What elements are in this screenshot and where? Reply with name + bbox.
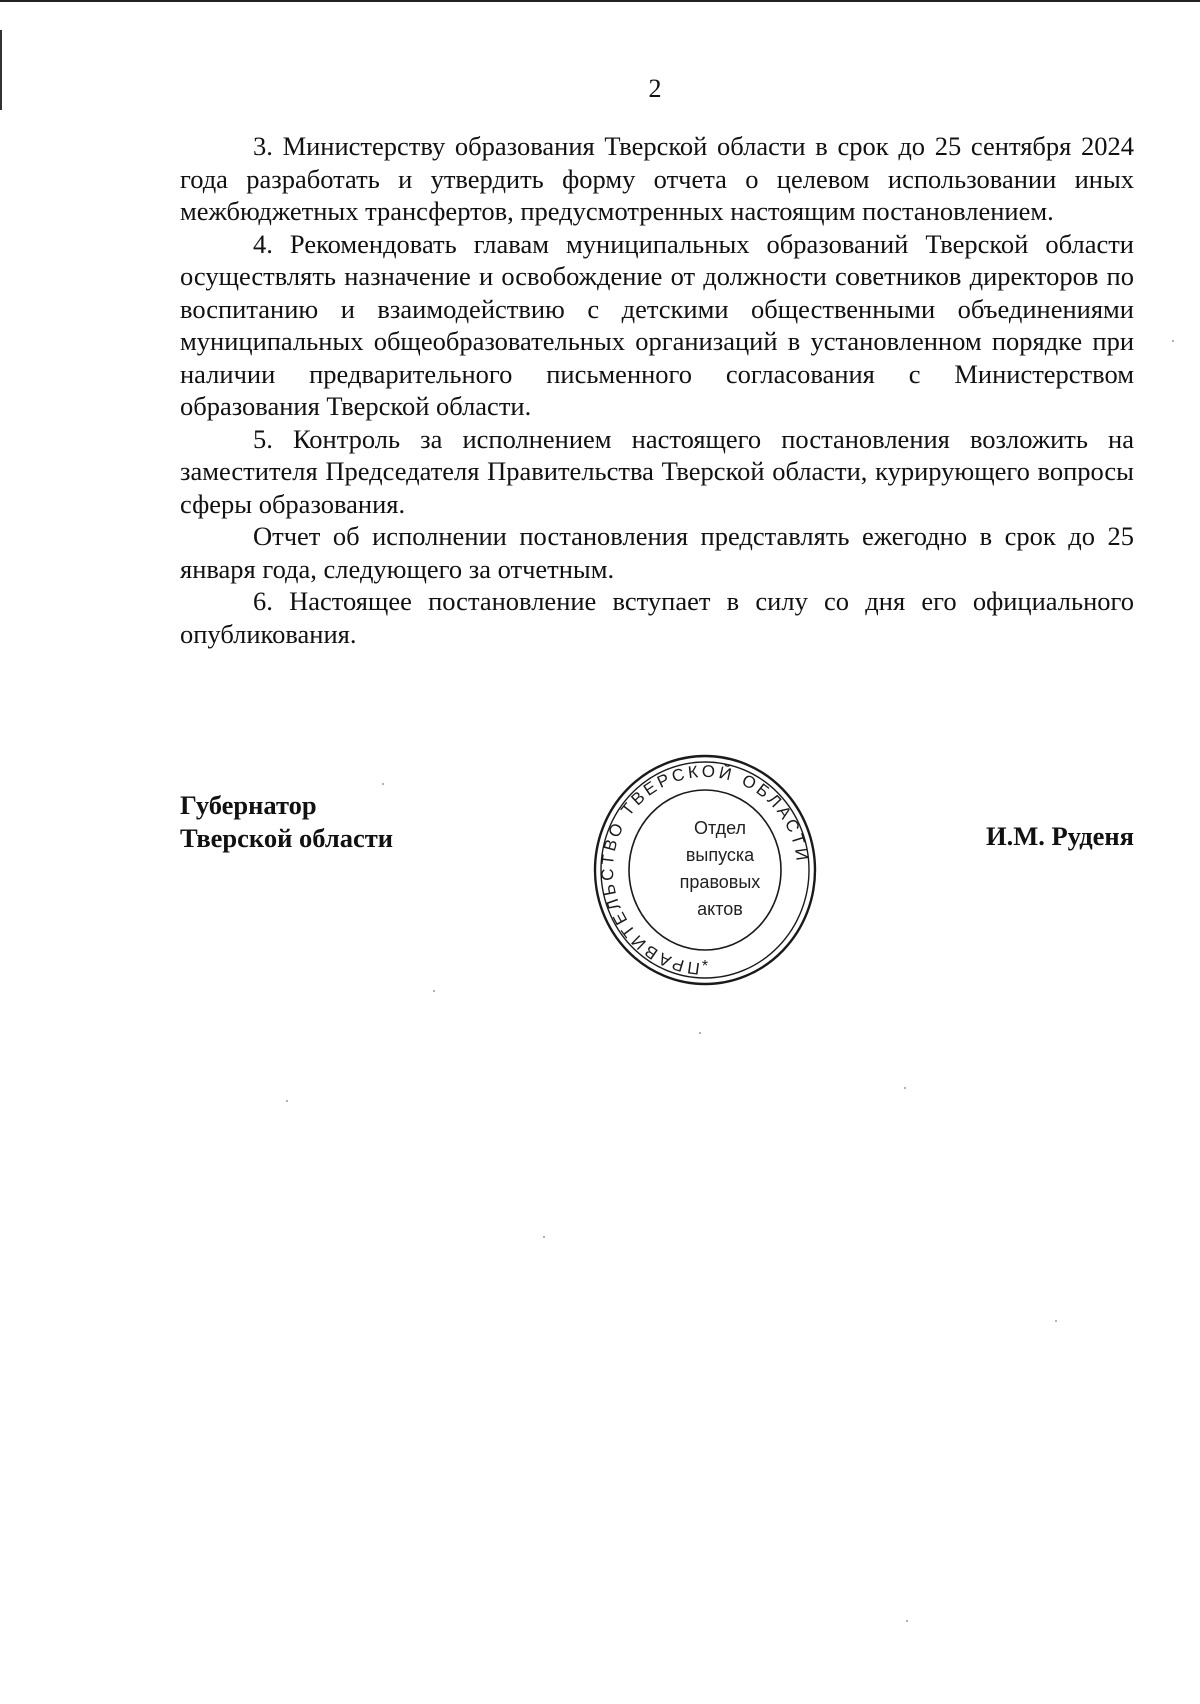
scan-speck <box>1172 340 1174 342</box>
signatory-position-line2: Тверской области <box>180 822 393 853</box>
scan-speck <box>699 1032 701 1034</box>
scan-speck <box>286 1100 288 1102</box>
signatory-position <box>180 789 393 854</box>
scan-top-edge <box>0 0 1200 2</box>
seal-ring-text: ПРАВИТЕЛЬСТВО ТВЕРСКОЙ ОБЛАСТИ <box>597 761 813 979</box>
seal-center-line4: актов <box>697 899 743 919</box>
scan-speck <box>904 1087 906 1089</box>
scan-speck <box>1055 1320 1057 1322</box>
scan-speck <box>433 990 435 992</box>
seal-center-line2: выпуска <box>685 845 755 865</box>
scan-speck <box>543 1236 545 1238</box>
paragraph-3: 3. Министерству образования Тверской области в срок до 25 сентября 2024 года разработать и утвердить форму отчета о целевом использовании иных межбюджетных трансфертов, предусмотренных настоящим постановлением. <box>180 131 1134 226</box>
scan-speck <box>906 1620 908 1622</box>
paragraph-report: Отчет об исполнении постановления представлять ежегодно в срок до 25 января года, следующего за отчетным. <box>180 521 1134 584</box>
seal-center-line1: Отдел <box>693 818 747 838</box>
seal-center-text <box>660 815 780 923</box>
signatory-position-line1: Губернатор <box>180 790 317 820</box>
paragraph-6: 6. Настоящее постановление вступает в силу со дня его официального опубликования. <box>180 586 1134 649</box>
paragraph-4: 4. Рекомендовать главам муниципальных образований Тверской области осуществлять назначение и освобождение от должности советников директоров по воспитанию и взаимодействию с детскими общественными объединениями муниципальных общеобразовательных организаций в установленном порядке при наличии предварительного письменного согласования с Министерством образования Тверской области. <box>180 228 1134 421</box>
scan-speck <box>382 783 384 785</box>
document-body <box>180 130 1134 650</box>
seal-center-line3: правовых <box>679 872 761 892</box>
page-number: 2 <box>648 74 662 103</box>
paragraph-5: 5. Контроль за исполнением настоящего постановления возложить на заместителя Председателя Правительства Тверской области, курирующего вопросы сферы образования. <box>180 423 1134 519</box>
seal-star: * <box>701 958 709 975</box>
signatory-name: И.М. Руденя <box>985 821 1134 851</box>
